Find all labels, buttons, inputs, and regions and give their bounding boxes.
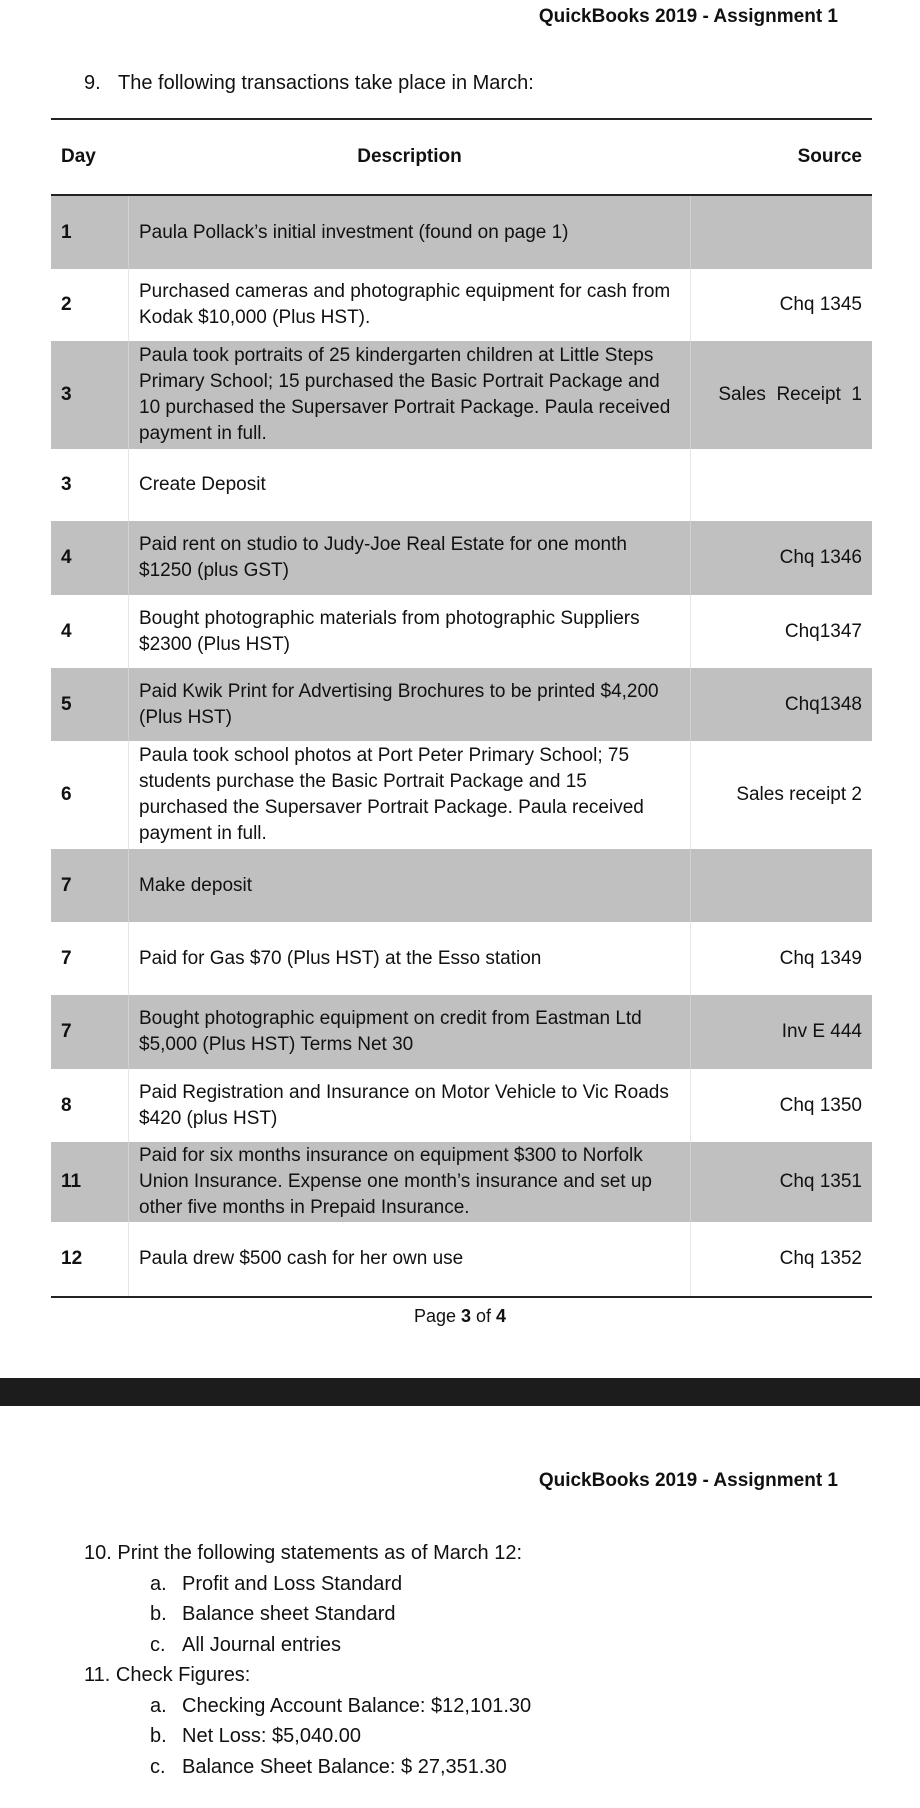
table-row [51,269,872,341]
row-day: 5 [51,668,129,741]
item-text: All Journal entries [182,1633,341,1656]
table-row [51,449,872,521]
row-source: Chq 1351 [691,1142,873,1222]
row-source: Chq 1350 [691,1069,873,1142]
table-row [51,1222,872,1297]
row-day: 7 [51,995,129,1069]
row-source: Chq 1352 [691,1222,873,1297]
list-item [84,1691,531,1722]
table-row [51,995,872,1069]
table-header-row [51,119,872,195]
footer-of: of [471,1306,497,1326]
page-footer [0,1306,920,1327]
item-letter: a. [150,1694,167,1717]
item-text: Checking Account Balance: $12,101.30 [182,1694,532,1717]
row-description: Paula took school photos at Port Peter Primary School; 75 students purchase the Basic Portrait Package and 15 purchased the Supersaver Portrait Package. Paula received payment in full. [129,741,691,849]
row-description: Make deposit [129,849,691,922]
row-source [691,195,873,269]
row-source: Sales receipt 2 [691,741,873,849]
item-text: Net Loss: $5,040.00 [182,1725,362,1747]
row-source: Chq 1346 [691,521,873,595]
list-item [84,1630,531,1661]
row-description: Paid rent on studio to Judy-Joe Real Estate for one month $1250 (plus GST) [129,521,691,595]
row-day: 12 [61,1248,83,1269]
row-day: 7 [51,849,129,922]
question-text: The following transactions take place in March: [118,72,534,94]
question-10: 10. Print the following statements as of March 12: [84,1542,522,1564]
table-row [51,1142,872,1222]
row-description: Paid for six months insurance on equipment $300 to Norfolk Union Insurance. Expense one month’s insurance and set up other five months in Prepaid Insurance. [129,1142,691,1222]
row-description: Bought photographic equipment on credit from Eastman Ltd $5,000 (Plus HST) Terms Net 30 [129,995,691,1069]
item-text: Profit and Loss Standard [182,1572,403,1595]
item-text: Balance Sheet Balance: $ 27,351.30 [182,1755,507,1778]
row-source [691,849,873,922]
item-letter: c. [150,1755,166,1778]
table-row [51,922,872,995]
question-number: 9. [84,72,101,94]
footer-total-pages: 4 [496,1306,507,1326]
item-letter: c. [150,1633,166,1656]
row-day: 8 [61,1094,72,1116]
row-source: Chq1348 [691,668,873,741]
row-day: 4 [61,620,72,642]
row-day: 4 [51,521,129,595]
row-source: Inv E 444 [691,995,873,1069]
row-source: Sales Receipt 1 [691,341,873,449]
table-row [51,668,872,741]
row-description: Paula Pollack’s initial investment (found on page 1) [129,195,691,269]
row-day: 2 [61,294,72,315]
row-description: Paid for Gas $70 (Plus HST) at the Esso station [129,922,691,995]
item-letter: b. [150,1725,167,1747]
question-11: 11. Check Figures: [84,1664,251,1686]
transactions-table [51,118,872,1298]
question-9 [84,72,534,95]
row-description: Paid Kwik Print for Advertising Brochures to be printed $4,200 (Plus HST) [129,668,691,741]
header-source: Source [691,119,873,195]
row-day: 1 [51,195,129,269]
page-header: QuickBooks 2019 - Assignment 1 [538,1470,838,1491]
list-item [84,1569,531,1600]
document-page-4 [0,1406,920,1808]
list-item [84,1721,531,1752]
table-row [51,195,872,269]
row-description: Bought photographic materials from photographic Suppliers $2300 (Plus HST) [129,595,691,668]
row-day: 3 [51,341,129,449]
footer-prefix: Page [413,1306,461,1326]
table-row [51,521,872,595]
page-divider [0,1378,920,1406]
page-header: QuickBooks 2019 - Assignment 1 [538,6,838,27]
row-description: Paid Registration and Insurance on Motor Vehicle to Vic Roads $420 (plus HST) [129,1069,691,1142]
row-day: 7 [61,947,72,969]
row-description: Paula drew $500 cash for her own use [129,1222,691,1297]
row-description: Paula took portraits of 25 kindergarten children at Little Steps Primary School; 15 purchased the Basic Portrait Package and 10 purchased the Supersaver Portrait Package. Paula received payment in full. [129,341,691,449]
item-letter: b. [150,1603,167,1625]
row-day: 11 [51,1142,129,1222]
header-day: Day [51,119,129,195]
row-day: 3 [61,474,72,495]
list-item [84,1752,531,1783]
row-source: Chq 1345 [691,269,873,341]
row-source: Chq1347 [691,595,873,668]
footer-current-page: 3 [461,1306,472,1326]
row-description: Purchased cameras and photographic equipment for cash from Kodak $10,000 (Plus HST). [129,269,691,341]
row-source: Chq 1349 [691,922,873,995]
table-row [51,341,872,449]
list-item [84,1599,531,1630]
table-row [51,595,872,668]
item-letter: a. [150,1572,167,1595]
table-row [51,1069,872,1142]
row-day: 6 [61,784,72,805]
instructions-list [84,1538,531,1782]
table-row [51,849,872,922]
row-source [691,449,873,521]
header-description: Description [129,119,691,195]
table-row [51,741,872,849]
item-text: Balance sheet Standard [182,1603,396,1625]
row-description: Create Deposit [129,449,691,521]
